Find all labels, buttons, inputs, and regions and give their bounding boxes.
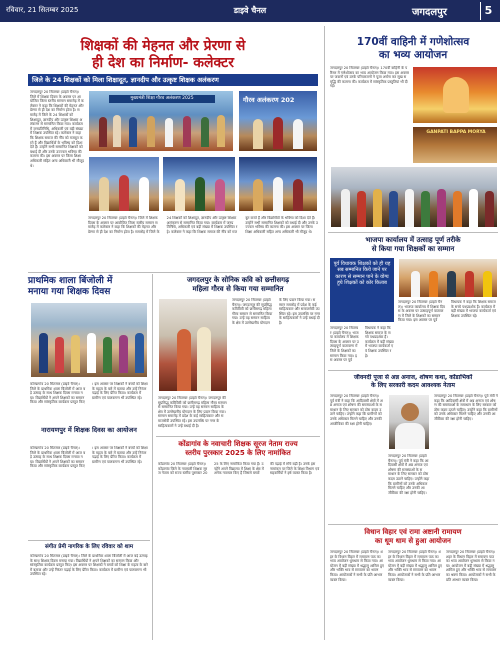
person-head [401, 403, 419, 421]
photo-figure [293, 119, 303, 149]
photo-figure [195, 177, 205, 211]
photo-figure [87, 333, 96, 373]
kondagaon-body: कोंडागांव 20 सितम्बर (डाइवे चैनल)। कोंडागांव जिले के नवाचारी शिक्षक सूरज नेताम को राज्य स्तरीय पुरस्कार 2025 के लिए नामांकित किया गया है। उन्होंने अपने विद्यालय में शिक्षा के क्षेत्र में अनेक नवाचार किए हैं जिससे बच्चों की पढ़ाई में रुचि बढ़ी है। उनके इस नामांकन पर जिले के शिक्षा विभाग एवं सहकर्मियों ने हर्ष व्यक्त किया है। [158, 462, 320, 476]
photo-figure [147, 116, 155, 147]
ganesh-photo-3 [330, 166, 498, 228]
photo-figure [357, 191, 366, 227]
vidhan-headline-line1: विधान विहार एवं रामा अष्टानी रामायण [364, 528, 462, 536]
photo-figure [411, 271, 420, 298]
divider [328, 370, 498, 371]
jeevan-body-3: जगदलपुर 20 सितम्बर (डाइवे चैनल)। पूर्व मंत्री ने कहा कि आदिवासी क्षेत्रों में अन्न अनाज एवं शोषण की समस्याओं के समाधान के लिए सरकार को ठोस कदम उठाने चाहिए। उन्होंने कहा कि ग्रामीणों को उनके अधिकार मिलने चाहिए और उनकी आजीविका की रक्षा होनी चाहिए। [434, 394, 498, 421]
photo-figure [253, 119, 263, 149]
praathmik-headline-line1: प्राथमिक शाला बिंजोली में [28, 276, 113, 286]
photo-figure [201, 117, 209, 147]
bhajpa-headline-line1: भाजपा कार्यालय में उत्साह पूर्ण तरीके [365, 236, 461, 244]
photo-figure [103, 337, 112, 373]
photo-figure [183, 116, 191, 147]
main-photo-1 [88, 90, 234, 152]
bhajpa-headline [328, 236, 498, 254]
photo-figure [113, 115, 121, 147]
photo-figure [135, 333, 144, 373]
jeevan-body: जगदलपुर 20 सितम्बर (डाइवे चैनल)। पूर्व मंत्री ने कहा कि आदिवासी क्षेत्रों में अन्न अनाज एवं शोषण की समस्याओं के समाधान के लिए सरकार को ठोस कदम उठाने चाहिए। उन्होंने कहा कि ग्रामीणों को उनके अधिकार मिलने चाहिए और उनकी आजीविका की रक्षा होनी चाहिए। [330, 394, 383, 426]
photo-figure [405, 189, 414, 227]
vidhan-body-2: जगदलपुर 20 सितम्बर (डाइवे चैनल)। शहर के विधान विहार में रामायण पाठ का भव्य आयोजन धूमधाम से किया गया। आयोजन में बड़ी संख्या में श्रद्धालु शामिल हुए और भक्ति भाव से रामायण का श्रवण किया। आयोजकों ने सभी के प्रति आभार व्यक्त किया। [388, 550, 442, 582]
kavi-headline [156, 276, 320, 294]
photo-figure [71, 335, 80, 373]
kavi-headline-line1: जगदलपुर के सोनिक कवि को छत्तीसगढ़ [186, 276, 290, 284]
photo-figure [215, 179, 225, 211]
photo-figure [129, 117, 137, 147]
kavi-body: जगदलपुर 20 सितम्बर (डाइवे चैनल)। जगदलपुर की सुप्रसिद्ध कवियित्री को छत्तीसगढ़ महिला गौरव सम्मान से सम्मानित किया गया। उन्हें यह सम्मान साहित्य के क्षेत्र में उल्लेखनीय योगदान के लिए प्रदान किया गया। सम्मान समारोह में प्रदेश के कई साहित्यकार और समाजसेवी उपस्थित रहे। इस उपलब्धि पर नगर के साहित्यकारों ने उन्हें बधाई दी है। [232, 298, 320, 325]
kavi-photo [158, 298, 228, 392]
photo-figure [217, 115, 225, 147]
kondagaon-headline-line2: स्तरीय पुरस्कार 2025 के लिए नामांकित [185, 449, 291, 457]
ganesh-headline [328, 36, 498, 62]
ganesh-headline-line1: 170वीं वाहिनी में गणेशोत्सव [356, 36, 470, 48]
person-body [395, 423, 425, 450]
photo-figure [421, 191, 430, 227]
main-photo-2 [238, 90, 318, 152]
main-photo-banner: मुख्यमंत्री शिक्षा गौरव अलंकरण 2025 [109, 95, 215, 103]
ganesh-photo-2 [412, 126, 498, 164]
jeevan-photo [388, 394, 430, 450]
divider [28, 272, 320, 273]
ganesh-body: जगदलपुर 20 सितम्बर (डाइवे चैनल)। 170वीं वाहिनी के परिसर में गणेशोत्सव का भव्य आयोजन किया गया। इस अवसर पर जवानों एवं उनके परिवारजनों ने पूजा अर्चना कर सुख समृद्धि की कामना की। कार्यक्रम में सांस्कृतिक प्रस्तुतियां भी दी गईं। [330, 66, 410, 89]
photo-figure [429, 271, 438, 298]
photo-figure [177, 329, 191, 391]
photo-figure [389, 191, 398, 227]
masthead-city: जगदलपुर [412, 7, 447, 18]
photo-figure [197, 327, 211, 391]
photo-figure [483, 271, 492, 298]
divider [328, 232, 498, 233]
divider [156, 436, 320, 437]
divider [328, 524, 498, 525]
narayanpur-headline: नारायणपुर में शिक्षक दिवस का आयोजन [41, 426, 137, 434]
jeevan-headline-line2: के लिए सरकारी कदम आवश्यक नेताम [370, 382, 456, 389]
divider [28, 540, 150, 541]
main-body-text-2: जगदलपुर 20 सितम्बर (डाइवे चैनल)। जिले में शिक्षक दिवस के अवसर पर आयोजित जिला स्तरीय सम्मान समारोह में कलेक्टर ने कहा कि शिक्षकों की मेहनत और प्रेरणा से ही देश का निर्माण होता है। समारोह में जिले के 24 शिक्षकों को शिक्षादूत, ज्ञानदीप और उत्कृष्ट शिक्षक अलंकरण से सम्मानित किया गया। कार्यक्रम में जनप्रतिनिधि, अधिकारी एवं बड़ी संख्या में शिक्षक उपस्थित रहे। कलेक्टर ने कहा कि शिक्षक समाज की नींव को मजबूत करते हैं और विद्यार्थियों के भविष्य को दिशा देते हैं। उन्होंने सभी सम्मानित शिक्षकों को बधाई दी और उनके उज्ज्वल भविष्य की कामना की। इस अवसर पर जिला शिक्षा अधिकारी सहित अन्य अधिकारी भी मौजूद थे। [88, 216, 318, 234]
photo-figure [293, 179, 303, 211]
praathmik-body: कोण्डागांव 20 सितम्बर (डाइवे चैनल)। जिले के प्राथमिक शाला बिंजोली में आज बड़े उत्साह के साथ शिक्षक दिवस मनाया गया। विद्यार्थियों ने अपने शिक्षकों का सम्मान किया और सांस्कृतिक कार्यक्रम प्रस्तुत किए। इस अवसर पर शिक्षकों ने बच्चों को शिक्षा के महत्व के बारे में बताया और उन्हें निरंतर पढ़ाई के लिए प्रेरित किया। कार्यक्रम में ग्रामीण एवं पालकगण भी उपस्थित रहे। [30, 382, 148, 405]
main-photo-5 [238, 156, 318, 212]
column-divider [324, 26, 325, 640]
photo-figure [139, 177, 149, 211]
masthead-date: रविवार, 21 सितम्बर 2025 [6, 6, 79, 14]
photo-figure [175, 179, 185, 211]
main-headline [28, 38, 298, 72]
main-photo-4 [162, 156, 236, 212]
photo-figure [119, 175, 129, 211]
ganesh-photo-1 [412, 66, 498, 124]
bhajpa-photo-1 [398, 258, 498, 298]
main-subhead: जिले के 24 शिक्षकों को मिला शिक्षादूत, ज्ञानदीप और उत्कृष्ट शिक्षक अलंकरण [28, 74, 318, 86]
main-headline-line1: शिक्षकों की मेहनत और प्रेरणा से [80, 38, 246, 54]
main-headline-line2: ही देश का निर्माण- कलेक्टर [92, 55, 234, 71]
praathmik-photo [30, 302, 148, 378]
photo-figure [341, 189, 350, 227]
photo-figure [253, 179, 263, 211]
photo-figure [99, 117, 107, 147]
sangeet-headline: संगीत प्रेमी नागरिक के लिए रविवार को शाम [44, 544, 134, 550]
ganesh-banner: GANPATI BAPPA MORYA [426, 130, 486, 135]
photo-figure [453, 191, 462, 227]
photo-figure [165, 118, 173, 147]
narayanpur-body: कोण्डागांव 20 सितम्बर (डाइवे चैनल)। जिले के प्राथमिक शाला बिंजोली में आज बड़े उत्साह के साथ शिक्षक दिवस मनाया गया। विद्यार्थियों ने अपने शिक्षकों का सम्मान किया और सांस्कृतिक कार्यक्रम प्रस्तुत किए। इस अवसर पर शिक्षकों ने बच्चों को शिक्षा के महत्व के बारे में बताया और उन्हें निरंतर पढ़ाई के लिए प्रेरित किया। कार्यक्रम में ग्रामीण एवं पालकगण भी उपस्थित रहे। [30, 446, 148, 469]
kondagaon-headline [156, 440, 320, 458]
photo-figure [485, 191, 494, 227]
photo-figure [465, 271, 474, 298]
kavi-body-2: जगदलपुर 20 सितम्बर (डाइवे चैनल)। जगदलपुर की सुप्रसिद्ध कवियित्री को छत्तीसगढ़ महिला गौरव सम्मान से सम्मानित किया गया। उन्हें यह सम्मान साहित्य के क्षेत्र में उल्लेखनीय योगदान के लिए प्रदान किया गया। सम्मान समारोह में प्रदेश के कई साहित्यकार और समाजसेवी उपस्थित रहे। इस उपलब्धि पर नगर के साहित्यकारों ने उन्हें बधाई दी है। [158, 396, 227, 428]
masthead-center: डाइवे चैनल [233, 6, 267, 15]
praathmik-headline-line2: मनाया गया शिक्षक दिवस [28, 287, 111, 297]
bhajpa-body: जगदलपुर 20 सितम्बर (डाइवे चैनल)। भाजपा कार्यालय में शिक्षक दिवस के अवसर पर उत्साहपूर्ण वातावरण में जिले के शिक्षकों का सम्मान किया गया। इस अवसर पर पूर्व विधायक ने कहा कि शिक्षक समाज के सच्चे पथप्रदर्शक हैं। कार्यक्रम में बड़ी संख्या में भाजपा कार्यकर्ता एवं शिक्षक उपस्थित रहे। [330, 326, 394, 363]
main-photo-3 [88, 156, 160, 212]
vidhan-headline [328, 528, 498, 546]
photo-figure [119, 335, 128, 373]
photo-figure [469, 189, 478, 227]
kavi-headline-line2: महिला गौरव से किया गया सम्मानित [192, 285, 284, 293]
photo-figure [99, 177, 109, 211]
jeevan-body-2: जगदलपुर 20 सितम्बर (डाइवे चैनल)। पूर्व मंत्री ने कहा कि आदिवासी क्षेत्रों में अन्न अनाज एवं शोषण की समस्याओं के समाधान के लिए सरकार को ठोस कदम उठाने चाहिए। उन्होंने कहा कि ग्रामीणों को उनके अधिकार मिलने चाहिए और उनकी आजीविका की रक्षा होनी चाहिए। [388, 454, 430, 495]
praathmik-headline [28, 276, 148, 298]
bhajpa-pull-quote: पूर्व विधायक शिक्षकों को ही यह सब सम्मानित किये जाने पर कारण से सम्मान पाने के योग्य हुये शिक्षकों को कोर किताब [330, 258, 394, 322]
ganesh-headline-line2: का भव्य आयोजन [378, 49, 448, 61]
main-body-text: जगदलपुर 20 सितम्बर (डाइवे चैनल)। जिले में शिक्षक दिवस के अवसर पर आयोजित जिला स्तरीय सम्मान समारोह में कलेक्टर ने कहा कि शिक्षकों की मेहनत और प्रेरणा से ही देश का निर्माण होता है। समारोह में जिले के 24 शिक्षकों को शिक्षादूत, ज्ञानदीप और उत्कृष्ट शिक्षक अलंकरण से सम्मानित किया गया। कार्यक्रम में जनप्रतिनिधि, अधिकारी एवं बड़ी संख्या में शिक्षक उपस्थित रहे। कलेक्टर ने कहा कि शिक्षक समाज की नींव को मजबूत करते हैं और विद्यार्थियों के भविष्य को दिशा देते हैं। उन्होंने सभी सम्मानित शिक्षकों को बधाई दी और उनके उज्ज्वल भविष्य की कामना की। इस अवसर पर जिला शिक्षा अधिकारी सहित अन्य अधिकारी भी मौजूद थे। [30, 90, 84, 168]
photo-figure [39, 333, 48, 373]
page-number: 5 [480, 2, 496, 20]
main-photo-banner-2: गौरव अलंकरण 202 [243, 96, 295, 104]
ganesh-idol [443, 77, 469, 113]
photo-figure [437, 189, 446, 227]
photo-figure [447, 271, 456, 298]
column-divider [152, 274, 153, 640]
sangeet-body: कोण्डागांव 20 सितम्बर (डाइवे चैनल)। जिले के प्राथमिक शाला बिंजोली में आज बड़े उत्साह के साथ शिक्षक दिवस मनाया गया। विद्यार्थियों ने अपने शिक्षकों का सम्मान किया और सांस्कृतिक कार्यक्रम प्रस्तुत किए। इस अवसर पर शिक्षकों ने बच्चों को शिक्षा के महत्व के बारे में बताया और उन्हें निरंतर पढ़ाई के लिए प्रेरित किया। कार्यक्रम में ग्रामीण एवं पालकगण भी उपस्थित रहे। [30, 554, 148, 577]
photo-figure [373, 189, 382, 227]
jeevan-headline-line1: जीवनदी पूजा से अन्न अनाज, शोषण कथा, कोंडाभिकों [353, 374, 473, 381]
bhajpa-body-right: जगदलपुर 20 सितम्बर (डाइवे चैनल)। भाजपा कार्यालय में शिक्षक दिवस के अवसर पर उत्साहपूर्ण वातावरण में जिले के शिक्षकों का सम्मान किया गया। इस अवसर पर पूर्व विधायक ने कहा कि शिक्षक समाज के सच्चे पथप्रदर्शक हैं। कार्यक्रम में बड़ी संख्या में भाजपा कार्यकर्ता एवं शिक्षक उपस्थित रहे। [398, 300, 496, 323]
vidhan-headline-line2: का धूम धाम से हुआ आयोजन [375, 537, 451, 545]
photo-figure [273, 117, 283, 149]
vidhan-body-3: जगदलपुर 20 सितम्बर (डाइवे चैनल)। शहर के विधान विहार में रामायण पाठ का भव्य आयोजन धूमधाम से किया गया। आयोजन में बड़ी संख्या में श्रद्धालु शामिल हुए और भक्ति भाव से रामायण का श्रवण किया। आयोजकों ने सभी के प्रति आभार व्यक्त किया। [446, 550, 497, 582]
photo-figure [55, 337, 64, 373]
bhajpa-headline-line2: से किया गया शिक्षकों का सम्मान [371, 245, 455, 253]
vidhan-body: जगदलपुर 20 सितम्बर (डाइवे चैनल)। शहर के विधान विहार में रामायण पाठ का भव्य आयोजन धूमधाम से किया गया। आयोजन में बड़ी संख्या में श्रद्धालु शामिल हुए और भक्ति भाव से रामायण का श्रवण किया। आयोजकों ने सभी के प्रति आभार व्यक्त किया। [330, 550, 384, 582]
kondagaon-headline-line1: कोंडागांव के नवाचारी शिक्षक सूरज नेताम राज्य [178, 440, 298, 448]
photo-figure [273, 177, 283, 211]
jeevan-headline [328, 374, 498, 390]
